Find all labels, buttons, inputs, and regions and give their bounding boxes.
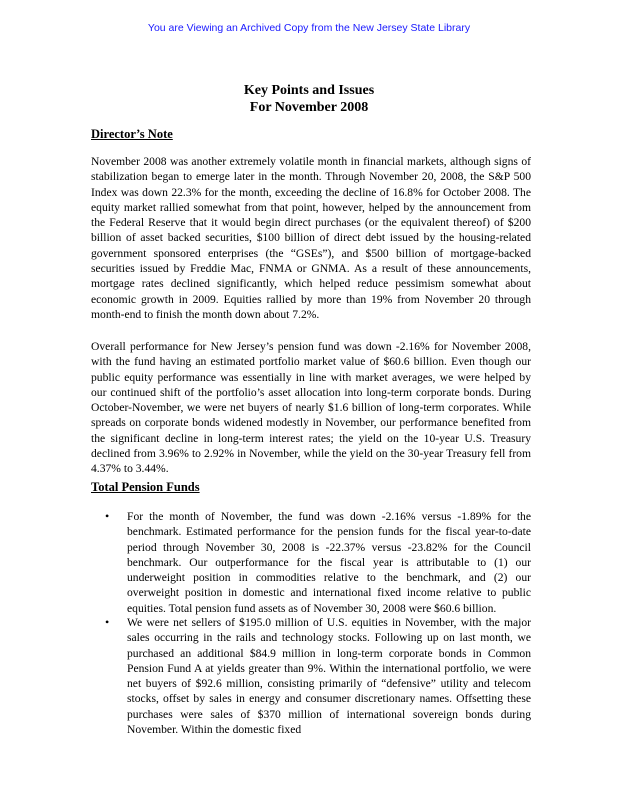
directors-note-paragraph-2: Overall performance for New Jersey’s pension fund was down -2.16% for November 2008, with the fund having an estimated portfolio market value of $60.6 billion. Even though our public equity performance was essentially in line with market averages, we were helped by our continued shift of the portfolio’s asset allocation into long-term corporate bonds. During October-November, we were net buyers of nearly $1.6 billion of long-term corporates. While spreads on corporate bonds widened modestly in November, our performance benefited from the significant decline in long-term interest rates; the yield on the 10-year U.S. Treasury declined from 3.96% to 2.92% in November, while the yield on the 30-year Treasury fell from 4.37% to 3.44%. [91,340,531,476]
bullet-icon: • [105,615,110,629]
title-line-1: Key Points and Issues [243,83,375,98]
bullet-icon: • [105,509,110,523]
list-item [91,509,531,616]
directors-note-paragraph-1: November 2008 was another extremely volatile month in financial markets, although signs of stabilization began to emerge later in the month. Through November 20, 2008, the S&P 500 Index was down 22.3% for the month, exceeding the decline of 16.8% for October 2008. The equity market rallied somewhat from that point, however, helped by the announcement from the Federal Reserve that it would begin direct purchases (or the equivalent thereof) of $200 billion of asset backed securities, $100 billion of direct debt issued by the housing-related government sponsored enterprises (the “GSEs”), and $500 billion of mortgage-backed securities issued by Freddie Mac, FNMA or GNMA. As a result of these announcements, mortgage rates declined significantly, which helped reduce pessimism somewhat about economic growth in 2009. Equities rallied by more than 19% from November 20 through month-end to finish the month down about 7.2%. [91,155,531,321]
bullet-text: We were net sellers of $195.0 million of U.S. equities in November, with the major sales occurring in the rails and technology stocks. Following up on last month, we purchased an additional $84.9 million in long-term corporate bonds in Common Pension Fund A at yields greater than 9%. Within the international portfolio, we were net buyers of $92.6 million, consisting primarily of “defensive” utility and telecom stocks, offset by sales in energy and consumer discretionary names. Offsetting these purchases were sales of $370 million of international sovereign bonds during November. Within the domestic fixed [127,616,531,737]
document-title [0,82,618,116]
bullet-text: For the month of November, the fund was down -2.16% versus -1.89% for the benchmark. Estimated performance for the pension funds for the fiscal year-to-date period through November 30, 2008 is -22.37% versus -23.82% for the Council benchmark. Our outperformance for the fiscal year is attributable to (1) our underweight position in commodities relative to the benchmark, and (2) our overweight position in domestic and international fixed income relative to public equities. Total pension fund assets as of November 30, 2008 were $60.6 billion. [127,510,531,615]
total-pension-funds-heading: Total Pension Funds [91,480,200,494]
list-item [91,615,531,737]
title-line-2: For November 2008 [249,100,369,115]
archive-banner: You are Viewing an Archived Copy from the New Jersey State Library [147,22,471,34]
directors-note-heading: Director’s Note [91,127,173,141]
